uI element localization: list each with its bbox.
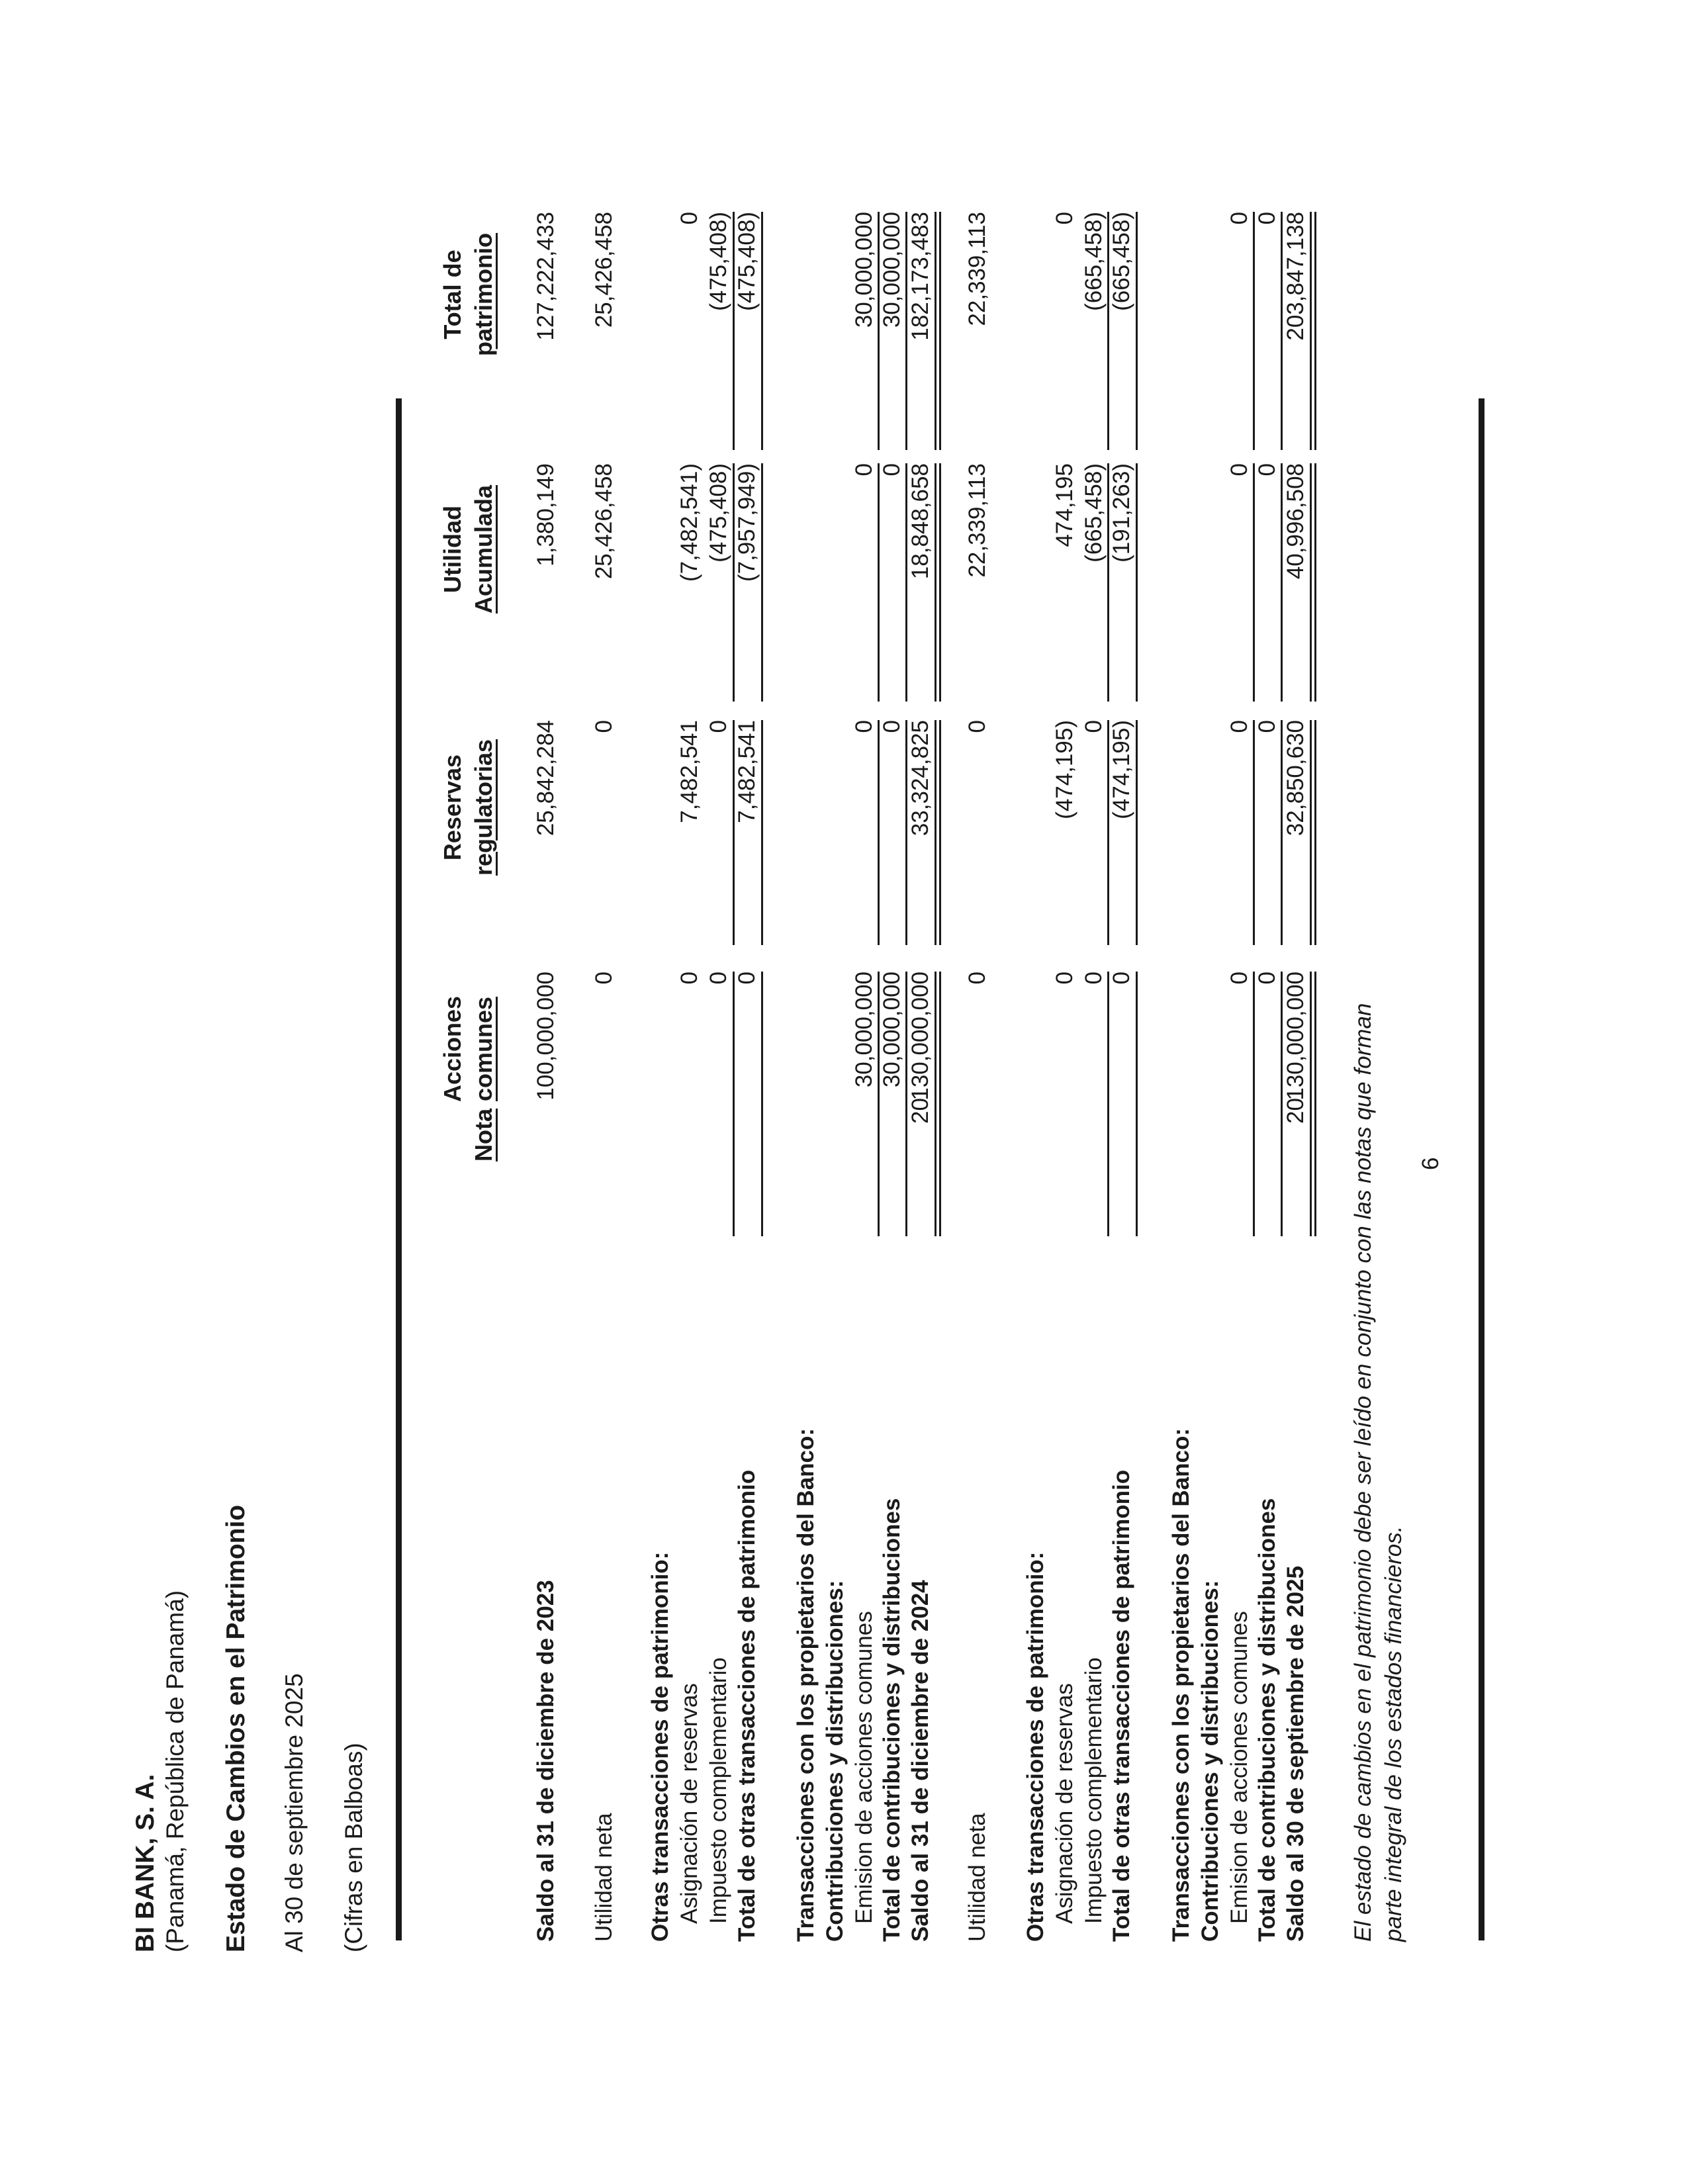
top-rule	[396, 398, 402, 1940]
total-total-otras-2024: (475,408)	[734, 212, 760, 311]
nota-value-saldo-2024: 20	[907, 1098, 933, 1124]
acciones-total-otras-2024: 0	[734, 972, 760, 985]
total-impuesto-2025: (665,458)	[1081, 212, 1107, 311]
total-utilidad-neta-2024: 25,426,458	[591, 212, 617, 328]
row-label-emision-2025: Emision de acciones comunes	[1226, 1611, 1252, 1924]
reservas-asignacion-2024: 7,482,541	[676, 720, 702, 823]
reservas-asignacion-2025: (474,195)	[1052, 720, 1077, 819]
row-label-asignacion-2024: Asignación de reservas	[676, 1683, 702, 1924]
acciones-impuesto-2025: 0	[1081, 972, 1107, 985]
row-label-otras-heading-2025: Otras transacciones de patrimonio:	[1023, 1551, 1048, 1942]
utilidad-saldo-2023: 1,380,149	[533, 463, 559, 567]
utilidad-total-contrib-2024: 0	[879, 463, 905, 477]
page-number: 6	[1418, 1157, 1443, 1170]
total-saldo-2024: 182,173,483	[907, 212, 933, 341]
utilidad-utilidad-neta-2025: 22,339,113	[964, 463, 990, 578]
statement-title: Estado de Cambios en el Patrimonio	[222, 1504, 250, 1952]
acciones-total-contrib-2024: 30,000,000	[879, 972, 905, 1088]
footnote-line1: El estado de cambios en el patrimonio debe ser leído en conjunto con las notas que forman	[1350, 1003, 1376, 1942]
acciones-header-line2: comunes	[470, 996, 497, 1102]
utilidad-utilidad-neta-2024: 25,426,458	[591, 463, 617, 580]
reservas-total-contrib-2024: 0	[879, 720, 905, 733]
total-emision-2025: 0	[1226, 212, 1252, 225]
reservas-utilidad-neta-2025: 0	[964, 720, 990, 733]
reservas-saldo-2023: 25,842,284	[533, 720, 559, 837]
company-location: (Panamá, República de Panamá)	[161, 1590, 189, 1952]
utilidad-asignacion-2024: (7,482,541)	[676, 463, 702, 582]
reservas-emision-2025: 0	[1226, 720, 1252, 733]
utilidad-saldo-2024: 18,848,658	[907, 463, 933, 580]
row-label-total-contrib-2025: Total de contribuciones y distribuciones	[1254, 1498, 1280, 1942]
row-label-transacciones-heading-2024: Transacciones con los propietarios del Banco:	[793, 1428, 819, 1942]
company-name: BI BANK, S. A.	[131, 1774, 160, 1952]
row-label-asignacion-2025: Asignación de reservas	[1052, 1683, 1077, 1924]
utilidad-total-contrib-2025: 0	[1254, 463, 1280, 477]
total-utilidad-neta-2025: 22,339,113	[964, 212, 990, 326]
utilidad-header-line2: Acumulada	[470, 484, 497, 614]
utilidad-total-otras-2025: (191,263)	[1109, 463, 1134, 563]
row-label-total-otras-2024: Total de otras transacciones de patrimonio	[734, 1469, 760, 1942]
acciones-total-otras-2025: 0	[1109, 972, 1134, 985]
row-label-impuesto-2025: Impuesto complementario	[1081, 1657, 1107, 1924]
reservas-saldo-2024: 33,324,825	[907, 720, 933, 837]
total-total-otras-2025: (665,458)	[1109, 212, 1134, 311]
reservas-total-otras-2024: 7,482,541	[734, 720, 760, 823]
row-label-otras-heading-2024: Otras transacciones de patrimonio:	[647, 1551, 673, 1942]
total-total-contrib-2025: 0	[1254, 212, 1280, 225]
currency-note: (Cifras en Balboas)	[340, 1743, 367, 1952]
row-label-emision-2024: Emision de acciones comunes	[851, 1611, 877, 1924]
bottom-rule	[1479, 398, 1484, 1940]
utilidad-saldo-2025: 40,996,508	[1283, 463, 1308, 580]
row-label-impuesto-2024: Impuesto complementario	[706, 1657, 731, 1924]
acciones-total-contrib-2025: 0	[1254, 972, 1280, 985]
footnote-line2: parte integral de los estados financieros.	[1381, 1525, 1406, 1942]
utilidad-impuesto-2024: (475,408)	[706, 463, 731, 563]
row-label-contribuciones-heading-2024: Contribuciones y distribuciones:	[822, 1580, 848, 1942]
row-label-saldo-2025: Saldo al 30 de septiembre de 2025	[1283, 1565, 1308, 1942]
acciones-emision-2025: 0	[1226, 972, 1252, 985]
total-impuesto-2024: (475,408)	[706, 212, 731, 311]
utilidad-impuesto-2025: (665,458)	[1081, 463, 1107, 563]
nota-header: Nota	[470, 1109, 497, 1161]
utilidad-total-otras-2024: (7,957,949)	[734, 463, 760, 582]
total-saldo-2023: 127,222,433	[533, 212, 559, 341]
reservas-header-line1: Reservas	[439, 754, 466, 861]
total-asignacion-2025: 0	[1052, 212, 1077, 225]
acciones-emision-2024: 30,000,000	[851, 972, 877, 1088]
statement-date: Al 30 de septiembre 2025	[281, 1673, 308, 1952]
reservas-impuesto-2025: 0	[1081, 720, 1107, 733]
acciones-saldo-2025: 130,000,000	[1283, 972, 1308, 1101]
reservas-saldo-2025: 32,850,630	[1283, 720, 1308, 837]
row-label-contribuciones-heading-2025: Contribuciones y distribuciones:	[1197, 1580, 1223, 1942]
row-label-saldo-2024: Saldo al 31 de diciembre de 2024	[907, 1580, 933, 1942]
acciones-utilidad-neta-2024: 0	[591, 972, 617, 985]
acciones-impuesto-2024: 0	[706, 972, 731, 985]
total-total-contrib-2024: 30,000,000	[879, 212, 905, 328]
row-label-total-otras-2025: Total de otras transacciones de patrimonio	[1109, 1469, 1134, 1942]
utilidad-emision-2025: 0	[1226, 463, 1252, 477]
reservas-utilidad-neta-2024: 0	[591, 720, 617, 733]
row-label-utilidad-neta-2024: Utilidad neta	[591, 1813, 617, 1942]
utilidad-emision-2024: 0	[851, 463, 877, 477]
reservas-total-otras-2025: (474,195)	[1109, 720, 1134, 819]
acciones-utilidad-neta-2025: 0	[964, 972, 990, 985]
total-underline-6	[1136, 212, 1138, 450]
total-double-underline-2	[1310, 212, 1316, 450]
reservas-emision-2024: 0	[851, 720, 877, 733]
row-label-transacciones-heading-2025: Transacciones con los propietarios del Banco:	[1168, 1428, 1194, 1942]
utilidad-asignacion-2025: 474,195	[1052, 463, 1077, 547]
acciones-saldo-2023: 100,000,000	[533, 972, 559, 1101]
reservas-header-line2: regulatorias	[470, 739, 497, 876]
row-label-total-contrib-2024: Total de contribuciones y distribuciones	[879, 1498, 905, 1942]
reservas-total-contrib-2025: 0	[1254, 720, 1280, 733]
acciones-asignacion-2025: 0	[1052, 972, 1077, 985]
total-saldo-2025: 203,847,138	[1283, 212, 1308, 341]
row-label-saldo-2023: Saldo al 31 de diciembre de 2023	[533, 1580, 559, 1942]
acciones-header-line1: Acciones	[439, 995, 466, 1103]
total-double-underline-1	[935, 212, 941, 450]
nota-value-saldo-2025: 20	[1283, 1098, 1308, 1124]
acciones-saldo-2024: 130,000,000	[907, 972, 933, 1101]
utilidad-header-line1: Utilidad	[439, 506, 466, 593]
row-label-utilidad-neta-2025: Utilidad neta	[964, 1813, 990, 1942]
total-underline-2	[761, 212, 763, 450]
total-header-line1: Total de	[439, 250, 466, 340]
total-header-line2: patrimonio	[470, 233, 497, 356]
reservas-impuesto-2024: 0	[706, 720, 731, 733]
total-asignacion-2024: 0	[676, 212, 702, 225]
acciones-asignacion-2024: 0	[676, 972, 702, 985]
total-emision-2024: 30,000,000	[851, 212, 877, 328]
